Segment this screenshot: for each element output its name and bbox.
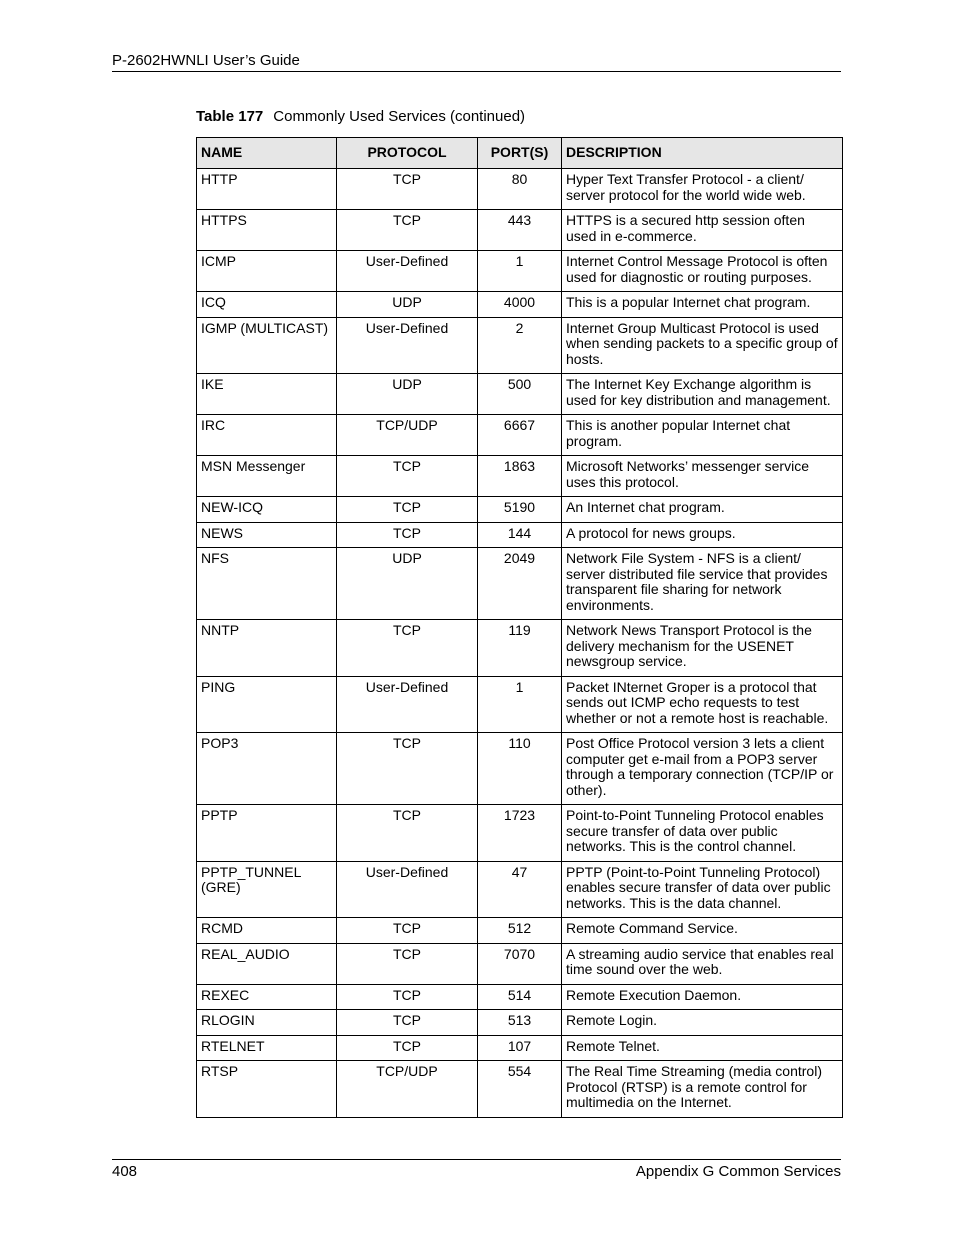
cell-name: PPTP xyxy=(197,805,337,862)
cell-description: Point-to-Point Tunneling Protocol enables secure transfer of data over public networks. This is the control channel. xyxy=(562,805,843,862)
cell-ports: 4000 xyxy=(478,292,562,318)
cell-name: REXEC xyxy=(197,984,337,1010)
table-body xyxy=(197,169,843,1118)
cell-ports: 514 xyxy=(478,984,562,1010)
guide-title: P-2602HWNLI User’s Guide xyxy=(112,52,300,69)
table-row xyxy=(197,676,843,733)
cell-description: Microsoft Networks’ messenger service uses this protocol. xyxy=(562,456,843,497)
cell-description: A streaming audio service that enables real time sound over the web. xyxy=(562,943,843,984)
table-row xyxy=(197,861,843,918)
table-row xyxy=(197,805,843,862)
cell-description: Packet INternet Groper is a protocol that sends out ICMP echo requests to test whether or not a remote host is reachable. xyxy=(562,676,843,733)
cell-ports: 1723 xyxy=(478,805,562,862)
cell-name: RTELNET xyxy=(197,1035,337,1061)
cell-protocol: TCP xyxy=(337,456,478,497)
cell-description: Hyper Text Transfer Protocol - a client/ server protocol for the world wide web. xyxy=(562,169,843,210)
cell-protocol: TCP xyxy=(337,169,478,210)
cell-description: The Real Time Streaming (media control) Protocol (RTSP) is a remote control for multimedia on the Internet. xyxy=(562,1061,843,1118)
cell-description: Internet Group Multicast Protocol is used when sending packets to a specific group of hosts. xyxy=(562,317,843,374)
cell-name: RLOGIN xyxy=(197,1010,337,1036)
table-row xyxy=(197,1010,843,1036)
cell-description: Remote Login. xyxy=(562,1010,843,1036)
table-title: Commonly Used Services (continued) xyxy=(273,108,526,125)
cell-protocol: TCP xyxy=(337,522,478,548)
column-header-ports: PORT(S) xyxy=(478,138,562,169)
cell-description: This is another popular Internet chat program. xyxy=(562,415,843,456)
cell-name: ICMP xyxy=(197,251,337,292)
cell-protocol: User-Defined xyxy=(337,676,478,733)
cell-ports: 47 xyxy=(478,861,562,918)
cell-protocol: TCP/UDP xyxy=(337,415,478,456)
table-row xyxy=(197,918,843,944)
cell-protocol: User-Defined xyxy=(337,317,478,374)
cell-name: IGMP (MULTICAST) xyxy=(197,317,337,374)
table-number: Table 177 xyxy=(196,108,264,125)
cell-description: Remote Telnet. xyxy=(562,1035,843,1061)
cell-description: PPTP (Point-to-Point Tunneling Protocol) enables secure transfer of data over public networks. This is the data channel. xyxy=(562,861,843,918)
cell-description: Remote Execution Daemon. xyxy=(562,984,843,1010)
table-row xyxy=(197,620,843,677)
column-header-name: NAME xyxy=(197,138,337,169)
cell-protocol: TCP xyxy=(337,733,478,805)
cell-description: Network File System - NFS is a client/ server distributed file service that provides transparent file sharing for network environments. xyxy=(562,548,843,620)
table-row xyxy=(197,456,843,497)
cell-name: PPTP_TUNNEL (GRE) xyxy=(197,861,337,918)
cell-name: IKE xyxy=(197,374,337,415)
cell-protocol: User-Defined xyxy=(337,861,478,918)
cell-ports: 2 xyxy=(478,317,562,374)
cell-protocol: User-Defined xyxy=(337,251,478,292)
table-row xyxy=(197,943,843,984)
cell-description: Post Office Protocol version 3 lets a client computer get e-mail from a POP3 server through a temporary connection (TCP/IP or other). xyxy=(562,733,843,805)
table-row xyxy=(197,1035,843,1061)
cell-ports: 2049 xyxy=(478,548,562,620)
cell-ports: 443 xyxy=(478,210,562,251)
table-row xyxy=(197,317,843,374)
cell-description: Remote Command Service. xyxy=(562,918,843,944)
cell-description: The Internet Key Exchange algorithm is used for key distribution and management. xyxy=(562,374,843,415)
cell-ports: 107 xyxy=(478,1035,562,1061)
cell-protocol: TCP xyxy=(337,1010,478,1036)
cell-description: Network News Transport Protocol is the delivery mechanism for the USENET newsgroup service. xyxy=(562,620,843,677)
cell-protocol: UDP xyxy=(337,292,478,318)
cell-ports: 554 xyxy=(478,1061,562,1118)
cell-ports: 513 xyxy=(478,1010,562,1036)
section-title: Appendix G Common Services xyxy=(635,1163,841,1180)
table-row xyxy=(197,415,843,456)
cell-ports: 144 xyxy=(478,522,562,548)
cell-ports: 1863 xyxy=(478,456,562,497)
cell-name: RCMD xyxy=(197,918,337,944)
table-row xyxy=(197,251,843,292)
table-row xyxy=(197,1061,843,1118)
cell-protocol: TCP/UDP xyxy=(337,1061,478,1118)
table-row xyxy=(197,374,843,415)
page-footer xyxy=(112,1159,841,1181)
cell-protocol: TCP xyxy=(337,918,478,944)
cell-ports: 1 xyxy=(478,676,562,733)
cell-name: RTSP xyxy=(197,1061,337,1118)
cell-description: An Internet chat program. xyxy=(562,497,843,523)
cell-name: NNTP xyxy=(197,620,337,677)
cell-ports: 80 xyxy=(478,169,562,210)
cell-ports: 512 xyxy=(478,918,562,944)
cell-protocol: TCP xyxy=(337,620,478,677)
cell-ports: 110 xyxy=(478,733,562,805)
table-row xyxy=(197,497,843,523)
column-header-protocol: PROTOCOL xyxy=(337,138,478,169)
cell-name: REAL_AUDIO xyxy=(197,943,337,984)
cell-ports: 5190 xyxy=(478,497,562,523)
cell-name: PING xyxy=(197,676,337,733)
cell-protocol: TCP xyxy=(337,1035,478,1061)
table-row xyxy=(197,548,843,620)
table-row xyxy=(197,984,843,1010)
cell-protocol: UDP xyxy=(337,374,478,415)
table-row xyxy=(197,210,843,251)
cell-ports: 7070 xyxy=(478,943,562,984)
page-header xyxy=(112,51,841,72)
cell-ports: 6667 xyxy=(478,415,562,456)
cell-name: HTTPS xyxy=(197,210,337,251)
cell-name: MSN Messenger xyxy=(197,456,337,497)
cell-protocol: TCP xyxy=(337,497,478,523)
cell-name: NFS xyxy=(197,548,337,620)
cell-protocol: TCP xyxy=(337,805,478,862)
page-number: 408 xyxy=(112,1163,138,1180)
cell-name: IRC xyxy=(197,415,337,456)
table-row xyxy=(197,169,843,210)
column-header-description: DESCRIPTION xyxy=(562,138,843,169)
table-header-row xyxy=(197,138,843,169)
table-caption xyxy=(196,107,525,126)
cell-name: HTTP xyxy=(197,169,337,210)
cell-ports: 1 xyxy=(478,251,562,292)
cell-description: Internet Control Message Protocol is often used for diagnostic or routing purposes. xyxy=(562,251,843,292)
cell-description: This is a popular Internet chat program. xyxy=(562,292,843,318)
cell-ports: 119 xyxy=(478,620,562,677)
cell-description: HTTPS is a secured http session often used in e-commerce. xyxy=(562,210,843,251)
table-row xyxy=(197,292,843,318)
cell-protocol: TCP xyxy=(337,984,478,1010)
cell-name: NEW-ICQ xyxy=(197,497,337,523)
cell-name: NEWS xyxy=(197,522,337,548)
cell-protocol: TCP xyxy=(337,943,478,984)
cell-name: ICQ xyxy=(197,292,337,318)
cell-ports: 500 xyxy=(478,374,562,415)
cell-protocol: TCP xyxy=(337,210,478,251)
table-row xyxy=(197,733,843,805)
table-row xyxy=(197,522,843,548)
services-table xyxy=(196,137,843,1118)
cell-description: A protocol for news groups. xyxy=(562,522,843,548)
cell-name: POP3 xyxy=(197,733,337,805)
cell-protocol: UDP xyxy=(337,548,478,620)
